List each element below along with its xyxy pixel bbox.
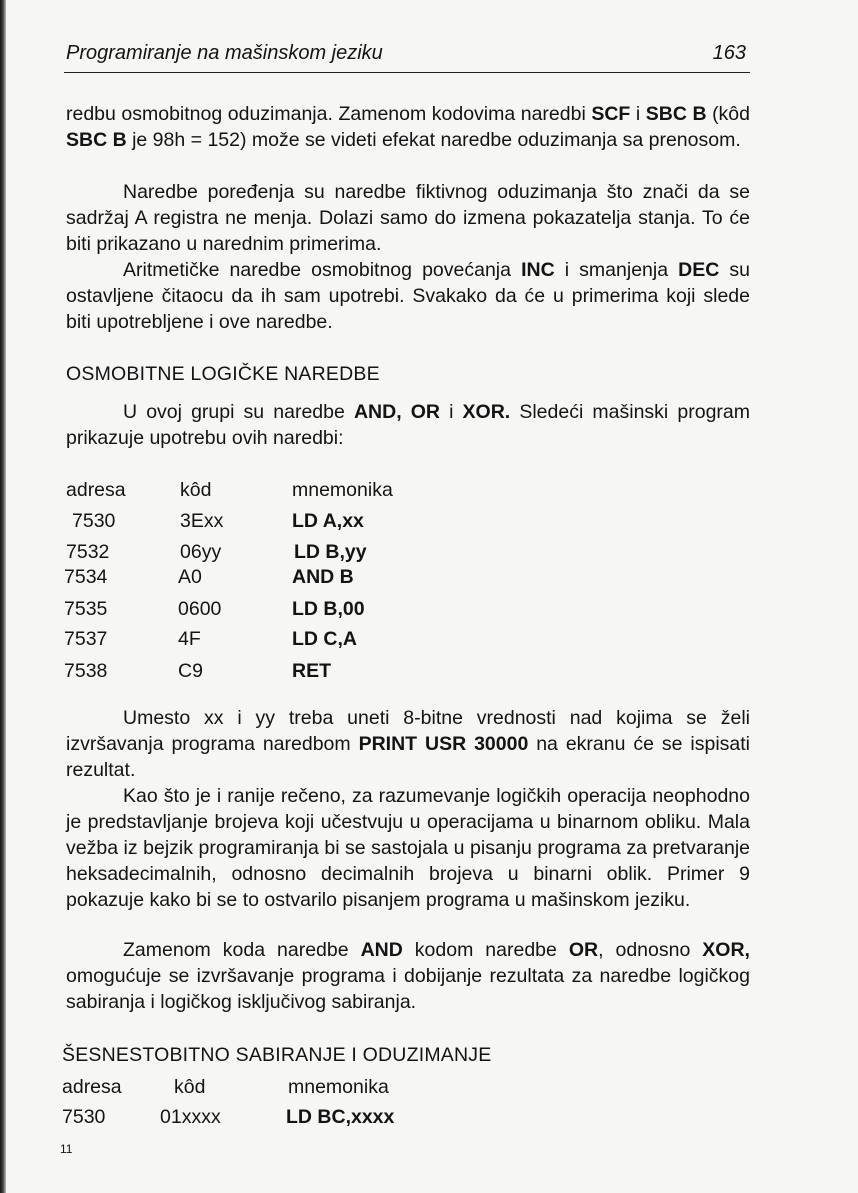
table-row: [0, 628, 858, 658]
table-row: [0, 566, 858, 596]
mnemonic-cell: LD A,xx: [292, 510, 364, 532]
page-number: 163: [712, 42, 746, 64]
table-row: [0, 660, 858, 690]
table-header-row: [0, 479, 858, 509]
code-cell: C9: [178, 660, 203, 682]
address-cell: 7538: [64, 660, 108, 682]
column-header-address: adresa: [66, 479, 126, 501]
mnemonic-cell: LD C,A: [292, 628, 357, 650]
mnemonic-cell: LD B,00: [292, 598, 365, 620]
mnemonic-cell: RET: [292, 660, 331, 682]
page-binding-edge: [0, 0, 6, 1193]
address-cell: 7535: [64, 598, 108, 620]
column-header-mnemonic: mnemonika: [292, 479, 393, 501]
table-row: [0, 1106, 858, 1136]
address-cell: 7537: [64, 628, 108, 650]
table-row: [0, 510, 858, 540]
code-cell: 01xxxx: [160, 1106, 221, 1128]
table-row: [0, 598, 858, 628]
table-header-row: [0, 1076, 858, 1106]
address-cell: 7530: [62, 1106, 106, 1128]
footer-mark: 11: [60, 1142, 73, 1156]
running-header: [64, 40, 750, 73]
column-header-code: kôd: [174, 1076, 206, 1098]
paragraph-2: Naredbe poređenja su naredbe fiktivnog oduzimanja što znači da se sadržaj A registra ne menja. Dolazi samo do izmena pokazatelja stanja. To će biti prikazano u narednim primerima.: [66, 181, 750, 255]
paragraph-6: Kao što je i ranije rečeno, za razumevanje logičkih operacija neophodno je predstavljanje brojeva koji učestvuju u operacijama u binarnom obliku. Mala vežba iz bejzik programiranja bi se sastojala u pisanju programa za pretvaranje heksadecimalnih, odnosno decimalnih brojeva u binarni oblik. Primer 9 pokazuje kako bi se to ostvarilo pisanjem programa u mašinskom jeziku.: [66, 785, 750, 911]
address-cell: 7532: [66, 541, 110, 563]
paragraph-1: redbu osmobitnog oduzimanja. Zamenom kodovima naredbi SCF i SBC B (kôd SBC B je 98h = 152) može se videti efekat naredbe oduzimanja sa prenosom.: [66, 103, 750, 151]
paragraph-7: Zamenom koda naredbe AND kodom naredbe OR, odnosno XOR, omogućuje se izvršavanje programa i dobijanje rezultata za naredbe logičkog sabiranja i logičkog isključivog sabiranja.: [66, 939, 750, 1013]
address-cell: 7534: [64, 566, 108, 588]
paragraph-5: Umesto xx i yy treba uneti 8-bitne vrednosti nad kojima se želi izvršavanja programa naredbom PRINT USR 30000 na ekranu će se ispisati rezultat.: [66, 707, 750, 781]
address-cell: 7530: [72, 510, 116, 532]
chapter-title: Programiranje na mašinskom jeziku: [66, 42, 383, 64]
code-cell: 0600: [178, 598, 222, 620]
mnemonic-cell: LD B,yy: [294, 541, 367, 563]
section-heading-logic: OSMOBITNE LOGIČKE NAREDBE: [66, 363, 380, 385]
column-header-address: adresa: [62, 1076, 122, 1098]
paragraph-4: U ovoj grupi su naredbe AND, OR i XOR. Sledeći mašinski program prikazuje upotrebu ovih naredbi:: [66, 401, 750, 449]
mnemonic-cell: LD BC,xxxx: [286, 1106, 395, 1128]
paragraph-3: Aritmetičke naredbe osmobitnog povećanja INC i smanjenja DEC su ostavljene čitaocu da ih sam upotrebi. Svakako da će u primerima koji slede biti upotrebljene i ove naredbe.: [66, 259, 751, 333]
column-header-code: kôd: [180, 479, 212, 501]
mnemonic-cell: AND B: [292, 566, 354, 588]
code-cell: 06yy: [180, 541, 222, 563]
code-cell: A0: [178, 566, 202, 588]
section-heading-16bit: ŠESNESTOBITNO SABIRANJE I ODUZIMANJE: [62, 1044, 492, 1066]
code-cell: 4F: [178, 628, 201, 650]
code-cell: 3Exx: [180, 510, 224, 532]
column-header-mnemonic: mnemonika: [288, 1076, 389, 1098]
